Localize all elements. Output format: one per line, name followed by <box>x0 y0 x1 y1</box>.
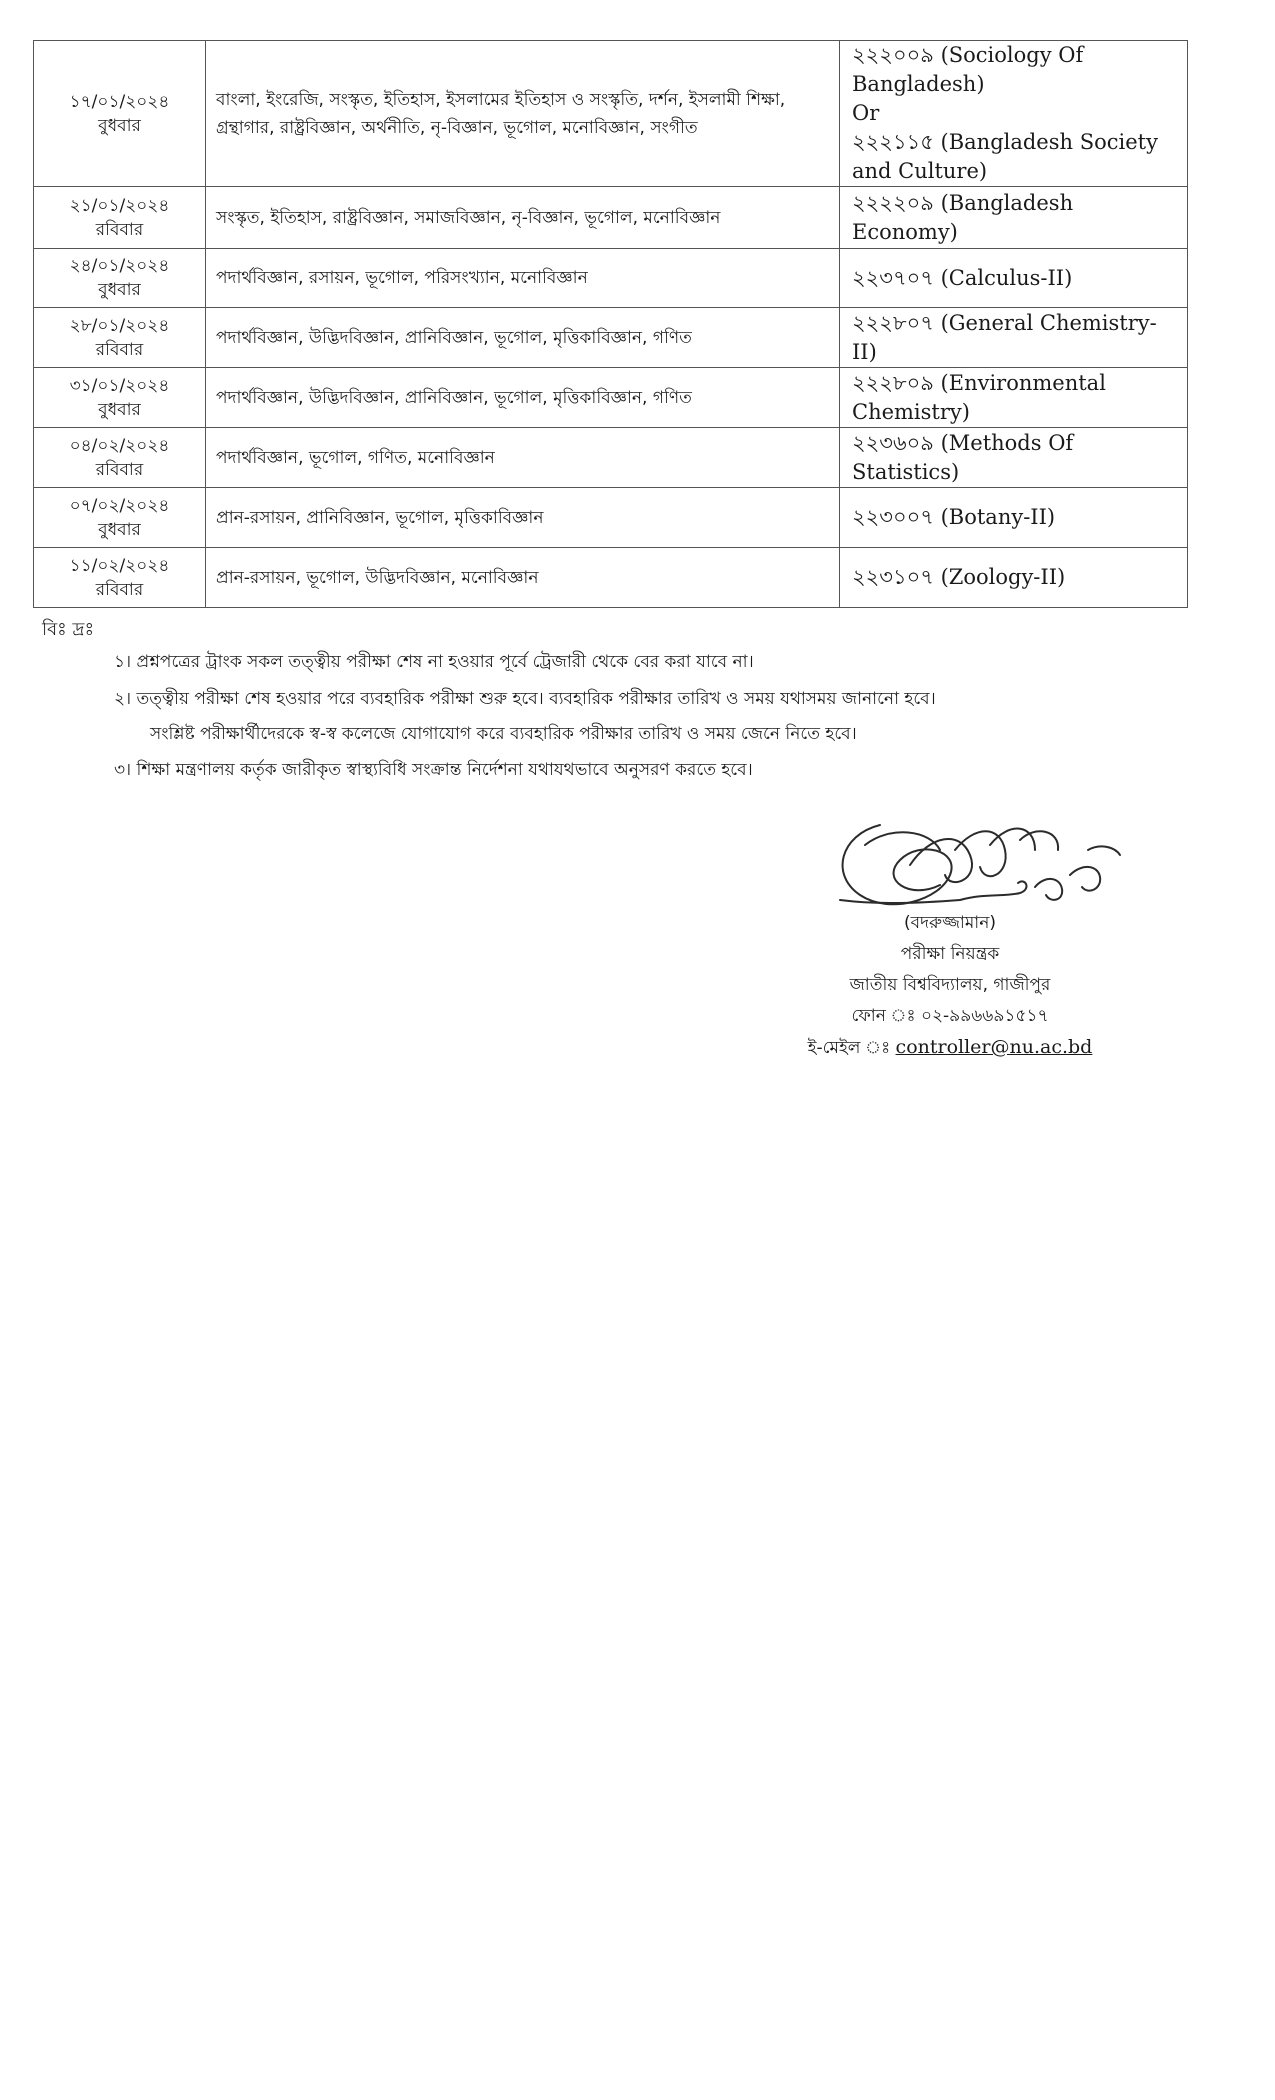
email-label: ই-মেইল ঃ <box>807 1038 896 1058</box>
paper-cell <box>840 308 1188 368</box>
exam-date: ২৪/০১/২০২৪ <box>69 256 170 276</box>
exam-date: ০৪/০২/২০২৪ <box>69 435 170 456</box>
date-cell <box>34 488 206 548</box>
signatory-block <box>770 908 1130 1064</box>
date-cell <box>34 428 206 488</box>
subjects-cell: প্রান-রসায়ন, ভূগোল, উদ্ভিদবিজ্ঞান, মনোবিজ্ঞান <box>206 548 840 608</box>
exam-date: ১১/০২/২০২৪ <box>69 555 170 576</box>
date-cell <box>34 249 206 308</box>
table-row <box>34 187 1188 249</box>
table-row <box>34 249 1188 308</box>
paper-cell <box>840 249 1188 308</box>
note-item-3: ৩। শিক্ষা মন্ত্রণালয় কর্তৃক জারীকৃত স্বাস্থ্যবিধি সংক্রান্ত নির্দেশনা যথাযথভাবে অনুসরণ করতে হবে। <box>114 760 753 780</box>
exam-date: ২১/০১/২০২৪ <box>69 195 170 216</box>
subjects-cell: পদার্থবিজ্ঞান, উদ্ভিদবিজ্ঞান, প্রানিবিজ্ঞান, ভূগোল, মৃত্তিকাবিজ্ঞান, গণিত <box>206 308 840 368</box>
exam-day: বুধবার <box>98 115 141 136</box>
paper-code: ২২৩০০৭ (Botany-II) <box>852 505 1056 529</box>
notes-heading: বিঃ দ্রঃ <box>42 619 95 640</box>
exam-date: ১৭/০১/২০২৪ <box>69 91 170 112</box>
note-item-2: ২। তত্ত্বীয় পরীক্ষা শেষ হওয়ার পরে ব্যবহারিক পরীক্ষা শুরু হবে। ব্যবহারিক পরীক্ষার তারিখ ও সময় যথাসময় জানানো হবে। <box>114 689 936 709</box>
paper-cell <box>840 187 1188 249</box>
subjects-cell: পদার্থবিজ্ঞান, ভূগোল, গণিত, মনোবিজ্ঞান <box>206 428 840 488</box>
paper-cell <box>840 548 1188 608</box>
signatory-email-line <box>770 1032 1130 1064</box>
signatory-phone: ফোন ঃ ০২-৯৯৬৬৯১৫১৭ <box>851 1006 1049 1026</box>
paper-code: ২২২১১৫ (Bangladesh Society and Culture) <box>852 130 1158 183</box>
paper-cell <box>840 368 1188 428</box>
subjects-cell: সংস্কৃত, ইতিহাস, রাষ্ট্রবিজ্ঞান, সমাজবিজ্ঞান, নৃ-বিজ্ঞান, ভূগোল, মনোবিজ্ঞান <box>206 187 840 249</box>
subjects-cell: প্রান-রসায়ন, প্রানিবিজ্ঞান, ভূগোল, মৃত্তিকাবিজ্ঞান <box>206 488 840 548</box>
table-row <box>34 428 1188 488</box>
exam-day: রবিবার <box>95 219 144 240</box>
paper-cell <box>840 488 1188 548</box>
paper-code: ২২২০০৯ (Sociology Of Bangladesh) <box>852 43 1084 96</box>
note-item-2-continued: সংশ্লিষ্ট পরীক্ষার্থীদেরকে স্ব-স্ব কলেজে যোগাযোগ করে ব্যবহারিক পরীক্ষার তারিখ ও সময় জেনে নিতে হবে। <box>150 724 857 744</box>
exam-day: বুধবার <box>98 399 141 420</box>
exam-day: বুধবার <box>98 280 141 300</box>
exam-day: রবিবার <box>95 339 144 360</box>
note-item-1: ১। প্রশ্নপত্রের ট্রাংক সকল তত্ত্বীয় পরীক্ষা শেষ না হওয়ার পূর্বে ট্রেজারী থেকে বের করা যাবে না। <box>114 652 754 672</box>
exam-date: ০৭/০২/২০২৪ <box>69 495 170 516</box>
table-row <box>34 368 1188 428</box>
email-link[interactable]: controller@nu.ac.bd <box>895 1036 1093 1058</box>
paper-code: ২২২৮০৭ (General Chemistry-II) <box>852 310 1157 364</box>
exam-day: রবিবার <box>95 579 144 600</box>
date-cell <box>34 368 206 428</box>
paper-code: ২২২২০৯ (Bangladesh Economy) <box>852 190 1074 244</box>
date-cell <box>34 548 206 608</box>
paper-code: ২২৩৭০৭ (Calculus-II) <box>852 265 1073 290</box>
exam-date: ৩১/০১/২০২৪ <box>69 375 170 396</box>
subjects-cell: বাংলা, ইংরেজি, সংস্কৃত, ইতিহাস, ইসলামের ইতিহাস ও সংস্কৃতি, দর্শন, ইসলামী শিক্ষা, গ্রন্থাগার, রাষ্ট্রবিজ্ঞান, অর্থনীতি, নৃ-বিজ্ঞান, ভূগোল, মনোবিজ্ঞান, সংগীত <box>206 41 840 187</box>
exam-day: বুধবার <box>98 519 141 540</box>
table-row <box>34 41 1188 187</box>
paper-cell <box>840 41 1188 187</box>
date-cell <box>34 41 206 187</box>
paper-code: ২২৩১০৭ (Zoology-II) <box>852 565 1066 589</box>
table-row <box>34 548 1188 608</box>
handwritten-signature <box>820 805 1140 920</box>
signatory-title: পরীক্ষা নিয়ন্ত্রক <box>900 944 1000 964</box>
paper-code: ২২২৮০৯ (Environmental Chemistry) <box>852 370 1106 424</box>
paper-cell <box>840 428 1188 488</box>
paper-or: Or <box>852 101 880 125</box>
exam-date: ২৮/০১/২০২৪ <box>69 315 170 336</box>
date-cell <box>34 308 206 368</box>
table-row <box>34 488 1188 548</box>
signatory-org: জাতীয় বিশ্ববিদ্যালয়, গাজীপুর <box>849 975 1051 995</box>
paper-code: ২২৩৬০৯ (Methods Of Statistics) <box>852 430 1074 484</box>
exam-schedule-table <box>33 40 1188 608</box>
date-cell <box>34 187 206 249</box>
subjects-cell: পদার্থবিজ্ঞান, উদ্ভিদবিজ্ঞান, প্রানিবিজ্ঞান, ভূগোল, মৃত্তিকাবিজ্ঞান, গণিত <box>206 368 840 428</box>
signatory-name: (বদরুজ্জামান) <box>904 913 996 933</box>
table-row <box>34 308 1188 368</box>
exam-day: রবিবার <box>95 459 144 480</box>
subjects-cell: পদার্থবিজ্ঞান, রসায়ন, ভূগোল, পরিসংখ্যান, মনোবিজ্ঞান <box>206 249 840 308</box>
